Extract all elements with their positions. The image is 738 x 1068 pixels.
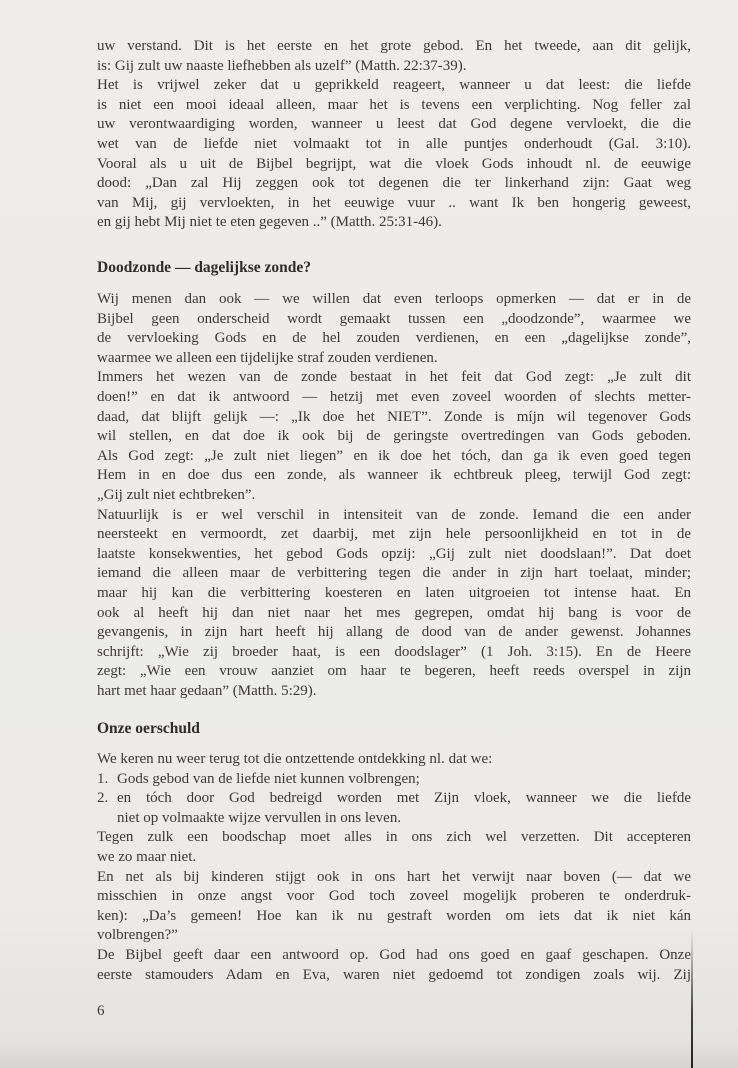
text-line: Vooral als u uit de Bijbel begrijpt, wat die vloek Gods inhoudt nl. de eeuwige [97, 155, 691, 172]
text-line: maar hij kan die verbittering koesteren en laten uitgroeien tot intense haat. En [97, 584, 691, 601]
text-line: daad, dat blijft gelijk —: „Ik doe het NIET”. Zonde is míjn wil tegenover Gods [97, 408, 691, 425]
text-line: Wij menen dan ook — we willen dat even terloops opmerken — dat er in de [97, 291, 691, 307]
text-line: schrijft: „Wie zij broeder haat, is een doodslager” (1 Joh. 3:15). En de Heere [97, 643, 691, 660]
text-line: wil stellen, en dat doe ik ook bij de geringste overtredingen van Gods geboden. [97, 428, 691, 445]
text-line: de vervloeking Gods en de hel zouden verdienen, en een „dagelijkse zonde”, [97, 330, 691, 347]
text-line: doen!” en dat ik antwoord — hetzij met even zoveel woorden of slechts metter- [97, 388, 691, 405]
text-line: Bijbel geen onderscheid wordt gemaakt tussen een „doodzonde”, waarmee we [97, 310, 691, 327]
text-line: en gij hebt Mij niet te eten gegeven ..” (Matth. 25:31-46). [97, 214, 442, 231]
paragraph [97, 290, 691, 368]
page-number: 6 [97, 1003, 105, 1019]
list-text: en tóch door God bedreigd worden met Zijn vloek, wanneer we die liefde [117, 790, 691, 807]
paragraph [97, 750, 691, 770]
text-line: we zo maar niet. [97, 848, 197, 865]
paragraph [97, 868, 691, 946]
paragraph [97, 946, 691, 985]
text-line: van Mij, gij vervloekten, in het eeuwige vuur .. want Ik ben hongerig geweest, [97, 194, 691, 211]
text-line: neersteekt en vermoordt, zet daarbij, met zijn hele persoonlijkheid en tot in de [97, 526, 691, 543]
text-line: dood: „Dan zal Hij zeggen ook tot degenen die ter linkerhand zijn: Gaat weg [97, 175, 691, 192]
list-number: 1. [97, 770, 109, 787]
text-line: gevangenis, in zijn hart heeft hij allang de dood van de ander gewenst. Johannes [97, 624, 691, 641]
section-heading: Onze oerschuld [97, 720, 200, 737]
text-line: hart met haar gedaan” (Matth. 5:29). [97, 682, 317, 699]
text-line: Immers het wezen van de zonde bestaat in het feit dat God zegt: „Je zult dit [97, 369, 691, 386]
text-line: waarmee we alleen een tijdelijke straf zouden verdienen. [97, 349, 438, 366]
list-text: Gods gebod van de liefde niet kunnen volbrengen; [117, 770, 420, 787]
text-line: ken): „Da’s gemeen! Hoe kan ik nu gestraft worden om iets dat ik niet kán [97, 907, 691, 924]
text-line: Natuurlijk is er wel verschil in intensiteit van de zonde. Iemand die een ander [97, 506, 691, 523]
text-line: De Bijbel geeft daar een antwoord op. God had ons goed en gaaf geschapen. Onze [97, 946, 691, 963]
text-line: is: Gij zult uw naaste liefhebben als uzelf” (Matth. 22:37-39). [97, 57, 467, 74]
text-line: „Gij zult niet echtbreken”. [97, 486, 256, 503]
text-line: ook al heeft hij dan niet naar het mes gegrepen, omdat hij bang is voor de [97, 604, 691, 621]
text-line: niet op volmaakte wijze vervullen in ons leven. [117, 809, 402, 826]
text-line: uw verontwaardiging worden, wanneer u leest dat God degene vervloekt, die die [97, 116, 691, 133]
text-line: misschien in onze angst voor God toch zoveel mogelijk proberen te onderdruk- [97, 888, 691, 905]
text-line: volbrengen?” [97, 927, 178, 944]
text-line: Als God zegt: „Je zult niet liegen” en ik doe het tóch, dan ga ik even goed tegen [97, 447, 691, 464]
list-number: 2. [97, 790, 109, 807]
text-line: En net als bij kinderen stijgt ook in ons hart het verwijt naar boven (— dat we [97, 868, 691, 885]
section-body [97, 37, 691, 233]
paragraph [97, 76, 691, 233]
text-line: Hem in en doe dus een zonde, als wanneer ik echtbreuk pleeg, terwijl God zegt: [97, 467, 691, 484]
paragraph [97, 828, 691, 867]
text-line: zegt: „Wie een vrouw aanziet om haar te begeren, heeft reeds overspel in zijn [97, 663, 691, 680]
list-item [97, 789, 691, 828]
section-body [97, 290, 691, 701]
paragraph [97, 368, 691, 505]
text-line: We keren nu weer terug tot die ontzettende ontdekking nl. dat we: [97, 751, 493, 767]
list-item [97, 770, 691, 790]
text-line: laatste konsekwenties, het gebod Gods opzij: „Gij zult niet doodslaan!”. Dat doet [97, 545, 691, 562]
text-line: wet van de liefde niet volmaakt tot in alle puntjes onderhoudt (Gal. 3:10). [97, 135, 691, 152]
text-line: Het is vrijwel zeker dat u geprikkeld reageert, wanneer u dat leest: die liefde [97, 77, 691, 94]
text-line: eerste stamouders Adam en Eva, waren niet gedoemd tot zondigen zoals wij. Zij [97, 966, 691, 983]
paragraph [97, 506, 691, 702]
text-line [97, 770, 691, 790]
section-body [97, 750, 691, 985]
text-line: iemand die alleen maar de verbittering tegen die ander in zijn hart toelaat, minder; [97, 565, 691, 582]
text-line: uw verstand. Dit is het eerste en het grote gebod. En het tweede, aan dit gelijk, [97, 38, 691, 54]
scan-shadow [0, 1040, 738, 1068]
text-line [97, 789, 691, 809]
section-heading: Doodzonde — dagelijkse zonde? [97, 259, 311, 276]
paragraph [97, 37, 691, 76]
text-line: Tegen zulk een boodschap moet alles in ons zich wel verzetten. Dit accepteren [97, 829, 691, 846]
text-line: is niet een mooi ideaal alleen, maar het is tevens een verplichting. Nog feller zal [97, 96, 691, 113]
